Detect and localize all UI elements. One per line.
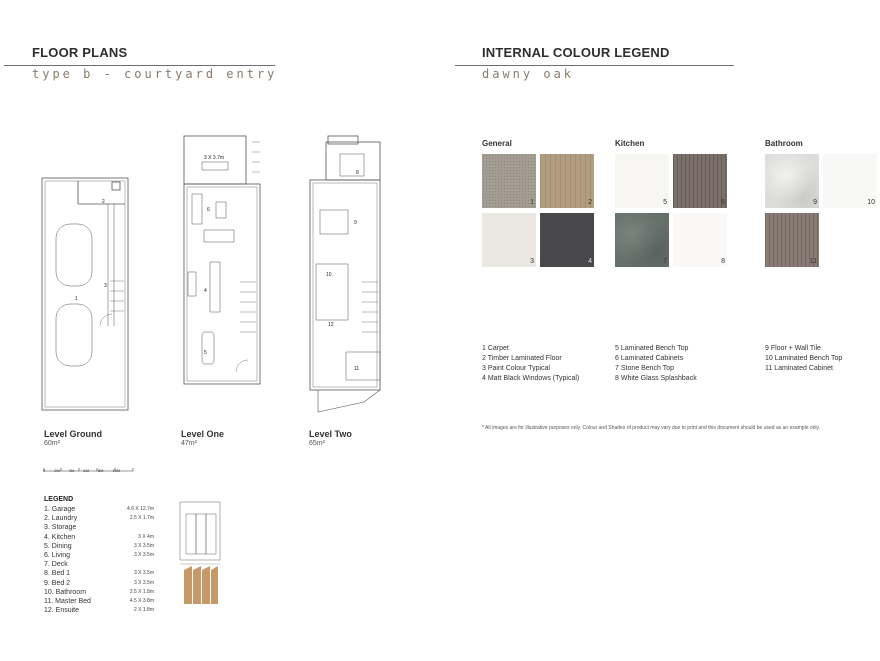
swatch-carpet — [482, 154, 536, 208]
swatch-number: 7 — [663, 258, 667, 265]
legend-item — [44, 560, 154, 569]
legend-item — [44, 514, 154, 523]
scale-label: 4M — [68, 468, 75, 473]
legend-item — [44, 606, 154, 615]
legend-item-dim: 2 X 1.8m — [133, 607, 154, 614]
key-item: 4 Matt Black Windows (Typical) — [482, 375, 580, 382]
legend-item-label: 10. Bathroom — [44, 588, 87, 596]
ground-room-3: 3 — [104, 283, 107, 289]
legend-item-label: 1. Garage — [44, 506, 76, 513]
legend-item-label: 6. Living — [44, 552, 71, 560]
two-room-9: 9 — [354, 220, 357, 226]
legend-item-dim: 4.6 X 12.7m — [127, 506, 154, 512]
level-one-area: 47m² — [181, 440, 197, 447]
two-room-12: 12 — [328, 322, 334, 328]
scale-label: 8M — [97, 468, 104, 473]
ground-room-1: 1 — [75, 296, 78, 302]
swatch-number: 6 — [721, 199, 725, 206]
swatch-number: 1 — [530, 199, 534, 206]
swatch-number: 5 — [663, 199, 667, 206]
column-title-general: General — [482, 139, 512, 148]
swatch-stone-bench-top — [615, 213, 669, 267]
legend-item-dim: 3 X 3.5m — [133, 552, 154, 559]
legend-item-label: 9. Bed 2 — [44, 579, 71, 587]
colour-legend-rule — [455, 65, 734, 66]
legend-item-dim: 2.5 X 1.8m — [129, 588, 154, 595]
key-item: 6 Laminated Cabinets — [615, 355, 684, 362]
swatch-white-glass-splashback — [673, 213, 727, 267]
legend-item-dim: 4.5 X 3.8m — [129, 598, 154, 605]
swatch-matt-black — [540, 213, 594, 267]
key-list-bathroom — [765, 344, 842, 374]
key-item: 2 Timber Laminated Floor — [482, 355, 562, 362]
level-two-area: 65m² — [309, 440, 325, 447]
two-room-11: 11 — [354, 366, 360, 372]
legend-item-label: 4. Kitchen — [44, 533, 76, 541]
swatch-number: 3 — [530, 258, 534, 265]
key-item: 8 White Glass Splashback — [615, 375, 697, 382]
site-plan-thumbnail — [178, 500, 224, 613]
column-title-kitchen: Kitchen — [615, 139, 645, 148]
legend-item-label: 7. Deck — [44, 561, 68, 569]
legend-item-label: 3. Storage — [44, 524, 77, 532]
key-item: 10 Laminated Bench Top — [765, 355, 843, 362]
legend-item — [44, 523, 154, 532]
legend-item — [44, 533, 154, 542]
legend-item — [44, 551, 154, 560]
swatch-laminated-cabinets — [673, 154, 727, 208]
floor-plans-rule — [4, 65, 275, 66]
one-deck-dim: 3 X 3.7m — [204, 155, 225, 161]
scale-label: 2M — [54, 468, 60, 473]
legend-item — [44, 579, 154, 588]
colour-legend-subtitle: dawny oak — [482, 67, 575, 81]
swatch-laminated-bench-top — [615, 154, 669, 208]
legend-item-dim: 3 X 3.5m — [133, 542, 154, 549]
one-room-5: 5 — [204, 350, 207, 356]
level-two-name: Level Two — [309, 429, 352, 439]
legend-item-label: 8. Bed 1 — [44, 570, 71, 578]
plan-level-ground — [40, 176, 132, 414]
legend-item — [44, 542, 154, 551]
scale-label: 0 — [43, 468, 46, 473]
floor-plans-title: FLOOR PLANS — [32, 45, 128, 60]
level-ground-name: Level Ground — [44, 429, 103, 439]
key-item: 1 Carpet — [482, 345, 509, 352]
swatch-timber-floor — [540, 154, 594, 208]
two-room-10: 10 — [326, 272, 332, 278]
swatch-number: 4 — [588, 258, 592, 265]
swatch-laminated-cabinet-bath — [765, 213, 819, 267]
legend-item-label: 2. Laundry — [44, 515, 78, 523]
legend-item-label: 12. Ensuite — [44, 607, 80, 615]
legend-title: LEGEND — [44, 496, 74, 503]
legend-item — [44, 569, 154, 578]
key-item: 7 Stone Bench Top — [615, 365, 675, 372]
legend-item — [44, 597, 154, 606]
swatch-paint — [482, 213, 536, 267]
scale-label: 6M — [83, 468, 89, 473]
swatch-number: 9 — [813, 199, 817, 206]
swatch-number: 10 — [867, 199, 875, 206]
scale-label: 10M — [112, 468, 121, 473]
scale-labels — [43, 468, 120, 473]
ground-room-2: 2 — [102, 199, 105, 205]
legend-item — [44, 588, 154, 597]
key-list-kitchen — [615, 344, 697, 384]
swatch-laminated-bench-top-bath — [823, 154, 877, 208]
key-item: 3 Paint Colour Typical — [482, 365, 550, 372]
legend-item-dim: 3 X 3.5m — [133, 570, 154, 577]
swatch-number: 11 — [809, 258, 817, 265]
one-room-6: 6 — [207, 207, 210, 213]
key-item: 5 Laminated Bench Top — [615, 345, 689, 352]
swatch-number: 8 — [721, 258, 725, 265]
legend-item-label: 5. Dining — [44, 542, 72, 550]
key-item: 11 Laminated Cabinet — [765, 365, 833, 372]
level-ground-area: 60m² — [44, 440, 60, 447]
legend-item-dim: 2.5 X 1.7m — [129, 515, 154, 522]
disclaimer: * All images are for illustrative purposes only. Colour and Shades of product may vary due to print and this document should be used as an example only. — [482, 425, 821, 431]
key-item: 9 Floor + Wall Tile — [765, 345, 821, 352]
plan-level-two — [306, 132, 388, 414]
level-one-name: Level One — [181, 429, 225, 439]
key-list-general — [482, 344, 579, 384]
floor-plans-subtitle: type b - courtyard entry — [32, 67, 278, 81]
column-title-bathroom: Bathroom — [765, 139, 803, 148]
colour-legend-title: INTERNAL COLOUR LEGEND — [482, 45, 670, 60]
swatch-number: 2 — [588, 199, 592, 206]
swatch-floor-wall-tile — [765, 154, 819, 208]
legend-item-dim: 3 X 4m — [138, 533, 154, 540]
legend-item-label: 11. Master Bed — [44, 598, 91, 606]
legend-item-dim: 3 X 3.5m — [133, 579, 154, 586]
two-room-8: 8 — [356, 170, 359, 176]
one-room-4: 4 — [204, 288, 207, 294]
plan-level-one — [180, 132, 266, 388]
legend-list — [44, 505, 154, 615]
legend-item — [44, 505, 154, 514]
